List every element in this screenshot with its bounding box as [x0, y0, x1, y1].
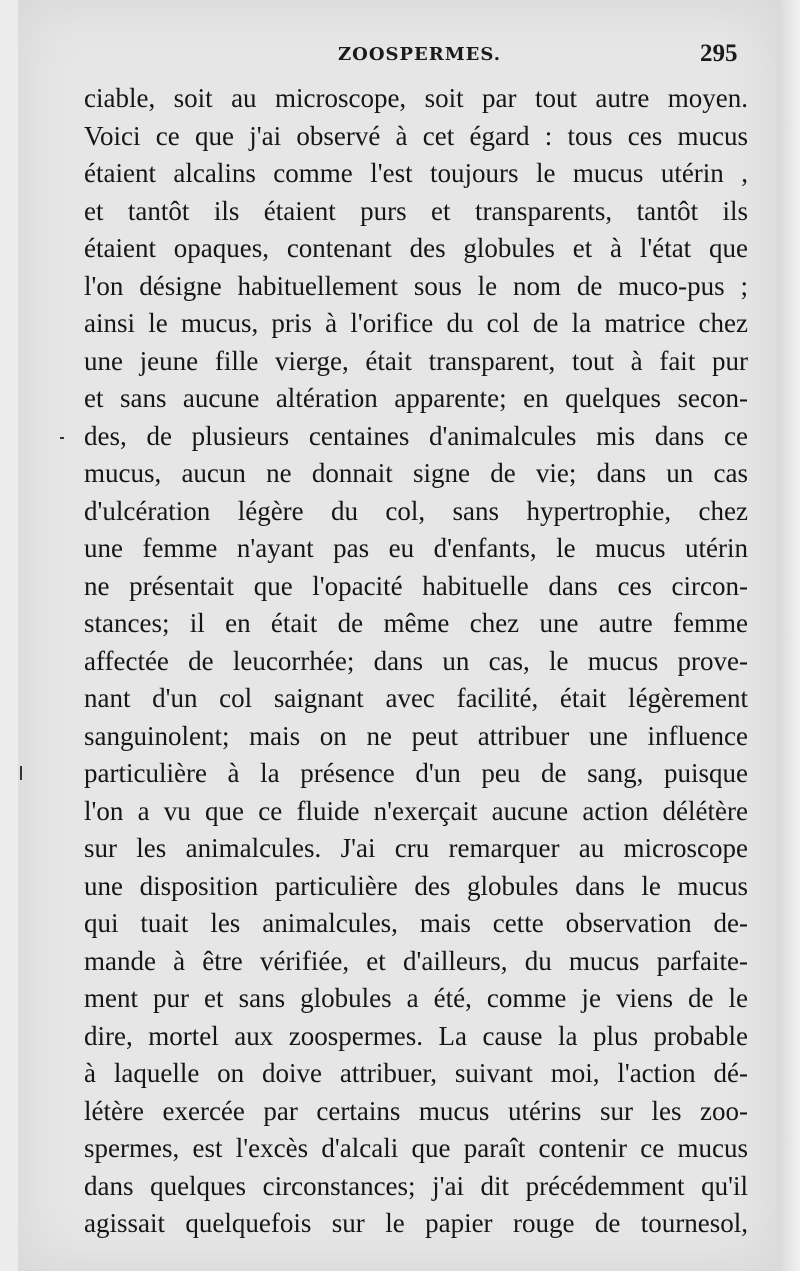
text-line: agissait quelquefois sur le papier rouge de tournesol, — [84, 1208, 748, 1238]
text-line: une femme n'ayant pas eu d'enfants, le mucus utérin — [84, 533, 748, 563]
text-line: et tantôt ils étaient purs et transparents, tantôt ils — [84, 195, 748, 226]
text-line: affectée de leucorrhée; dans un cas, le mucus prove- — [84, 645, 748, 676]
text-line: ainsi le mucus, pris à l'orifice du col de la matrice chez — [84, 308, 748, 338]
text-line: à laquelle on doive attribuer, suivant moi, l'action dé- — [84, 1058, 748, 1088]
text-line: ne présentait que l'opacité habituelle dans ces circon- — [84, 570, 748, 601]
text-line: qui tuait les animalcules, mais cette observation de- — [84, 908, 748, 938]
text-line: et sans aucune altération apparente; en quelques secon- — [84, 383, 748, 413]
margin-mark — [60, 437, 64, 439]
text-line: étaient alcalins comme l'est toujours le mucus utérin , — [84, 158, 748, 188]
text-line: stances; il en était de même chez une autre femme — [84, 608, 748, 638]
text-line: mucus, aucun ne donnait signe de vie; dans un cas — [84, 458, 748, 488]
page-header — [0, 40, 800, 78]
text-line: ment pur et sans globules a été, comme je viens de le — [84, 983, 748, 1013]
page-edge — [778, 0, 800, 1271]
text-line: dire, mortel aux zoospermes. La cause la plus probable — [84, 1020, 748, 1051]
text-line: l'on a vu que ce fluide n'exerçait aucune action délétère — [84, 795, 748, 826]
text-line: dans quelques circonstances; j'ai dit précédemment qu'il — [84, 1170, 748, 1201]
text-line: d'ulcération légère du col, sans hypertrophie, chez — [84, 495, 748, 526]
text-line: des, de plusieurs centaines d'animalcules mis dans ce — [84, 420, 748, 451]
running-title: ZOOSPERMES. — [338, 44, 501, 65]
margin-mark — [20, 766, 22, 780]
text-line: spermes, est l'excès d'alcali que paraît contenir ce mucus — [84, 1133, 748, 1163]
text-line: Voici ce que j'ai observé à cet égard : tous ces mucus — [84, 120, 748, 151]
text-line: létère exercée par certains mucus utérins sur les zoo- — [84, 1095, 748, 1126]
text-line: sur les animalcules. J'ai cru remarquer au microscope — [84, 833, 748, 863]
page-number: 295 — [700, 40, 738, 67]
text-line: mande à être vérifiée, et d'ailleurs, du mucus parfaite- — [84, 945, 748, 976]
text-line: sanguinolent; mais on ne peut attribuer une influence — [84, 720, 748, 751]
text-line: étaient opaques, contenant des globules et à l'état que — [84, 233, 748, 263]
text-line: une disposition particulière des globules dans le mucus — [84, 870, 748, 901]
text-line: nant d'un col saignant avec facilité, était légèrement — [84, 683, 748, 713]
text-line: l'on désigne habituellement sous le nom de muco-pus ; — [84, 270, 748, 301]
text-line: particulière à la présence d'un peu de sang, puisque — [84, 758, 748, 788]
text-line: ciable, soit au microscope, soit par tout autre moyen. — [84, 83, 748, 113]
text-line: une jeune fille vierge, était transparent, tout à fait pur — [84, 345, 748, 376]
body-text — [84, 80, 748, 1243]
